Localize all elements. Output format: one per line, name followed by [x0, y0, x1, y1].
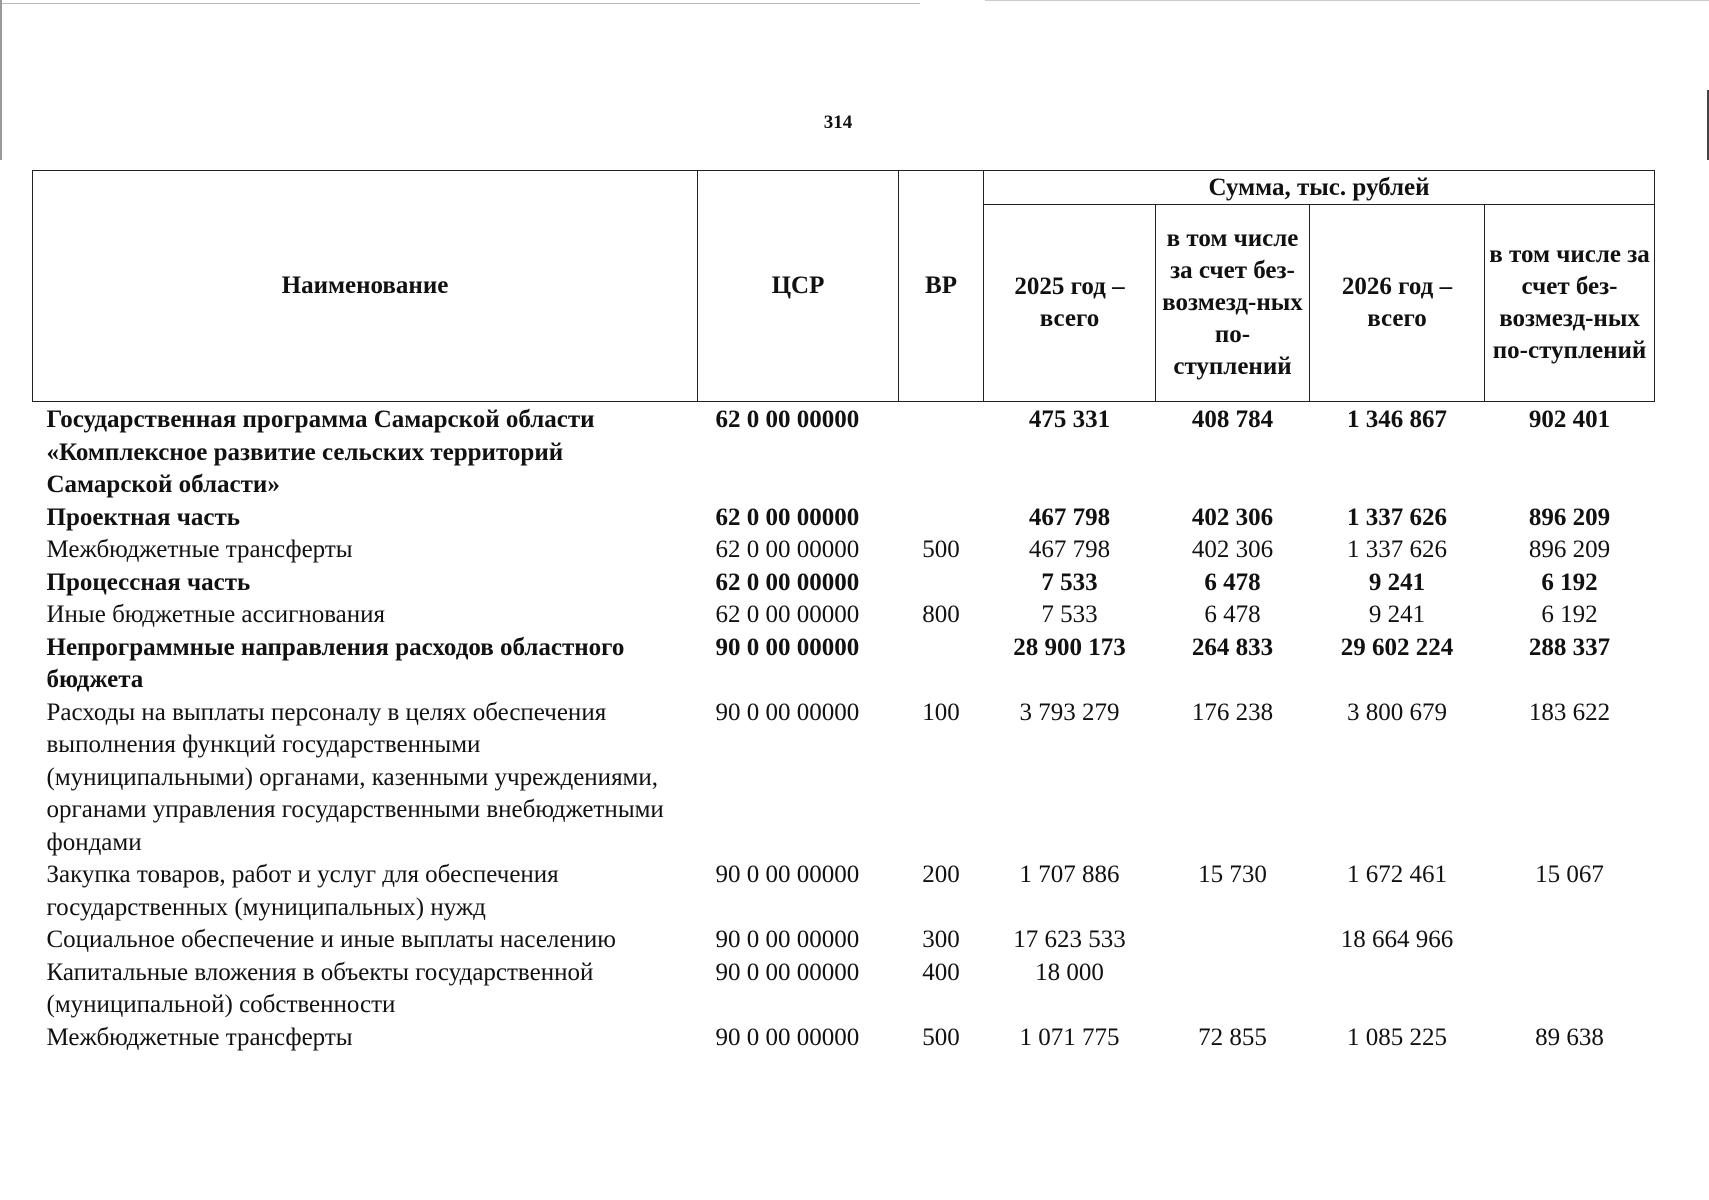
header-name: Наименование	[33, 171, 698, 402]
row-csr: 90 0 00 00000	[715, 633, 860, 661]
row-2026-free: 89 638	[1535, 1023, 1604, 1051]
row-csr: 90 0 00 00000	[715, 698, 860, 726]
scan-edge-top-right	[985, 0, 1709, 1]
row-2026-total: 1 337 626	[1347, 503, 1447, 531]
row-2026-free: 6 192	[1541, 568, 1598, 596]
budget-table-container	[32, 170, 1654, 1054]
row-2025-free	[1156, 957, 1310, 1022]
row-2025-total: 7 533	[1041, 568, 1098, 596]
header-2026-free: в том числе за счет без-возмезд-ных по-ступлений	[1485, 205, 1655, 402]
row-vr	[899, 567, 984, 600]
row-csr: 90 0 00 00000	[715, 861, 860, 888]
scan-edge-left	[0, 0, 2, 160]
header-2025-total: 2025 год – всего	[984, 205, 1156, 402]
table-body	[33, 402, 1655, 1055]
table-row	[33, 567, 1655, 600]
row-csr: 62 0 00 00000	[715, 406, 860, 433]
row-name: Процессная часть	[46, 568, 251, 596]
header-2025-free: в том числе за счет без-возмезд-ных по-ступлений	[1156, 205, 1310, 402]
page-number: 314	[823, 112, 853, 133]
row-vr: 300	[922, 926, 960, 953]
row-vr: 500	[922, 1023, 960, 1051]
row-name: Государственная программа Самарской области «Комплексное развитие сельских территорий Самарской области»	[46, 406, 595, 498]
row-2025-total: 467 798	[1028, 503, 1111, 531]
row-2025-free: 408 784	[1191, 406, 1274, 433]
row-2025-total: 17 623 533	[1013, 926, 1126, 953]
row-2025-total: 3 793 279	[1019, 698, 1120, 726]
row-2026-free: 15 067	[1535, 861, 1604, 888]
row-2026-total: 3 800 679	[1347, 698, 1447, 726]
table-row	[33, 502, 1655, 535]
row-2025-free: 402 306	[1191, 536, 1274, 563]
row-vr	[899, 502, 984, 535]
table-header	[33, 171, 1655, 402]
row-2026-free	[1485, 924, 1655, 957]
row-2026-total: 29 602 224	[1340, 633, 1454, 661]
row-vr	[899, 402, 984, 502]
row-2026-free: 288 337	[1528, 633, 1611, 661]
row-name: Непрограммные направления расходов областного бюджета	[46, 633, 625, 693]
row-2025-free: 6 478	[1204, 601, 1261, 628]
table-row	[33, 924, 1655, 957]
row-2026-free: 896 209	[1528, 536, 1611, 563]
row-csr: 62 0 00 00000	[715, 568, 860, 596]
row-2026-free: 896 209	[1528, 503, 1611, 531]
row-2026-total: 1 346 867	[1347, 406, 1447, 433]
scan-edge-top	[0, 3, 920, 4]
row-csr: 62 0 00 00000	[715, 536, 860, 563]
row-2025-free: 72 855	[1198, 1023, 1267, 1051]
row-name: Иные бюджетные ассигнования	[46, 601, 386, 628]
row-csr: 90 0 00 00000	[715, 1023, 860, 1051]
row-2026-total	[1310, 957, 1485, 1022]
row-2025-free: 15 730	[1198, 861, 1267, 888]
row-name: Расходы на выплаты персоналу в целях обеспечения выполнения функций государственными (муниципальными) органами, казенными учреждениями, органами управления государственными внебюджетными фондами	[46, 698, 664, 856]
row-2025-free: 402 306	[1191, 503, 1274, 531]
table-row	[33, 957, 1655, 1022]
row-name: Социальное обеспечение и иные выплаты населению	[46, 926, 616, 953]
header-2026-total: 2026 год – всего	[1310, 205, 1485, 402]
row-2025-total: 467 798	[1028, 536, 1111, 563]
row-2025-free: 176 238	[1191, 698, 1274, 726]
row-2025-total: 18 000	[1035, 958, 1104, 986]
row-2026-total: 9 241	[1368, 601, 1426, 628]
table-row	[33, 859, 1655, 924]
row-name: Межбюджетные трансферты	[46, 1023, 353, 1051]
row-2026-total: 1 672 461	[1347, 861, 1447, 888]
row-name: Проектная часть	[46, 503, 241, 531]
row-2026-free: 183 622	[1528, 698, 1611, 726]
row-2025-free: 264 833	[1191, 633, 1274, 661]
row-2025-total: 475 331	[1028, 406, 1111, 433]
row-vr: 100	[922, 698, 960, 726]
table-row	[33, 534, 1655, 567]
row-name: Межбюджетные трансферты	[46, 536, 353, 563]
row-2025-total: 1 071 775	[1019, 1023, 1120, 1051]
row-2025-free: 6 478	[1204, 568, 1261, 596]
row-name: Капитальные вложения в объекты государственной (муниципальной) собственности	[46, 958, 594, 1018]
row-2026-total: 9 241	[1368, 568, 1426, 596]
table-row	[33, 697, 1655, 860]
row-vr: 800	[922, 601, 960, 628]
budget-table	[32, 170, 1655, 1054]
table-row	[33, 632, 1655, 697]
header-csr: ЦСР	[698, 171, 899, 402]
row-2026-free: 902 401	[1528, 406, 1611, 433]
table-row	[33, 1022, 1655, 1055]
row-csr: 62 0 00 00000	[715, 503, 860, 531]
row-2026-free: 6 192	[1541, 601, 1598, 628]
row-2025-free	[1156, 924, 1310, 957]
row-2025-total: 1 707 886	[1019, 861, 1120, 888]
row-2025-total: 28 900 173	[1013, 633, 1126, 661]
row-2026-total: 1 337 626	[1347, 536, 1447, 563]
row-vr: 400	[922, 958, 960, 986]
row-vr	[899, 632, 984, 697]
row-2026-total: 18 664 966	[1340, 926, 1454, 953]
row-vr: 200	[922, 861, 960, 888]
row-name: Закупка товаров, работ и услуг для обеспечения государственных (муниципальных) нужд	[46, 861, 559, 921]
header-vr: ВР	[899, 171, 984, 402]
row-csr: 62 0 00 00000	[715, 601, 860, 628]
row-vr: 500	[922, 536, 960, 563]
row-csr: 90 0 00 00000	[715, 958, 860, 986]
row-csr: 90 0 00 00000	[715, 926, 860, 953]
row-2026-total: 1 085 225	[1347, 1023, 1447, 1051]
header-sum-group: Сумма, тыс. рублей	[984, 171, 1655, 205]
row-2026-free	[1485, 957, 1655, 1022]
row-2025-total: 7 533	[1041, 601, 1098, 628]
table-row	[33, 402, 1655, 502]
table-row	[33, 599, 1655, 632]
